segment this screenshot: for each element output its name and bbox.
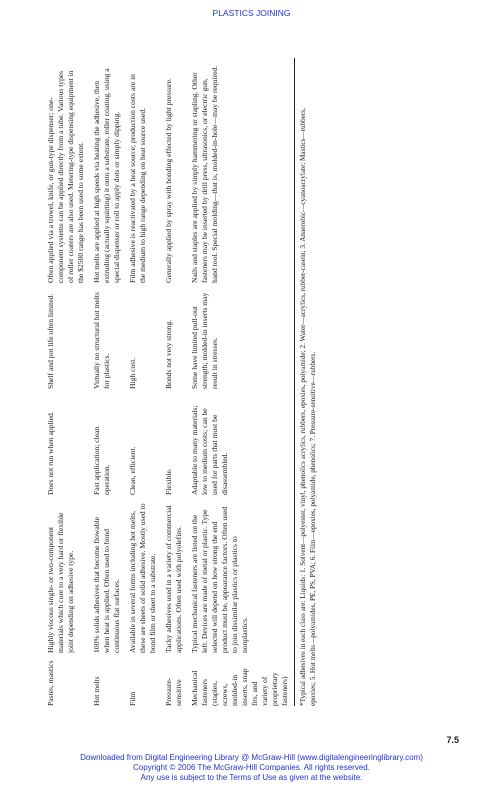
method-advantage: Flexible.	[164, 468, 174, 495]
method-advantage: Does not run when applied.	[46, 411, 55, 495]
footer-line-source: Downloaded from Digital Engineering Library @ McGraw-Hill (www.digitalengineeringlibrary.com)	[80, 753, 423, 762]
method-name: Mechanical fasteners (staples, screws, molded-in inserts, snap fits, and variety of proprietary fasteners)	[186, 653, 295, 706]
table-footnote: *Typical adhesives in each class are: Liquids: 1. Solvent—polyester, vinyl, phenolics acrylics, rubbers, epoxies, polyamide; 2. Water—acrylics, rubber-casein; 3. Anaerobic—cyanoacrylate; Mastics—rubbers, epoxies; 5. Hot melts—polyamides, PE, PS, PVA; 6. Film—epoxies, polyamide, phenolics; 7. Pressure-sensitive—rubbers.	[299, 108, 317, 706]
method-limitation: High cost.	[128, 357, 138, 389]
method-notes: Often applied via a trowel, knife, or gun-type dispenser; one-component systems can be applied directly from a tube. Various types of roller coaters are also used. Metering-type dispensing equipment in the $2500 range has been used to some extent.	[46, 70, 86, 283]
table-row	[124, 58, 160, 706]
adhesive-methods-table	[42, 65, 472, 706]
method-notes: Generally applied by spray with bonding effected by light pressure.	[164, 78, 174, 283]
page-number: 7.5	[446, 735, 459, 745]
table-row	[186, 58, 295, 706]
table-row	[42, 58, 88, 706]
table-row	[88, 58, 124, 706]
method-name: Pastes, mastics	[46, 660, 55, 706]
method-description: Tacky adhesives used in a variety of commercial applications. Often used with polyolefins.	[164, 505, 184, 653]
method-description: Typical mechanical fasteners are listed on the left. Devices are made of metal or plastic. Type selected will depend on how strong the end product must be, appearance factors. Often used to join dissimilar plastics or plastics to nonplastics.	[186, 495, 295, 653]
footer-line-terms: Any use is subject to the Terms of Use as given at the website.	[140, 773, 363, 782]
method-description: Highly viscous single- or two-component materials which cure to a very hard or flexible joint depending on adhesive type.	[46, 512, 76, 653]
footer-line-copyright: Copyright © 2006 The McGraw-Hill Companies. All rights reserved.	[133, 763, 370, 772]
method-notes: Nails and staples are applied by simply hammering or stapling. Other fasteners may be inserted by drill press, ultrasonics, or electric gun, hand tool. Special molding—that is, molded-in-hole—may be required.	[186, 58, 295, 283]
method-notes: Film adhesive is reactivated by a heat source; production costs are in the medium to high range depending on heat source used.	[128, 74, 148, 283]
method-description: 100% solids adhesives that become flowable when heat is applied. Often used to bond continuous flat surfaces.	[92, 516, 122, 653]
running-header: PLASTICS JOINING	[212, 8, 291, 18]
download-footer	[0, 753, 503, 783]
method-advantage: Adaptable to many materials; low to medium costs; can be used for parts that must be disassembled.	[186, 389, 295, 495]
method-name: Film	[128, 691, 138, 706]
method-notes: Hot melts are applied at high speeds via heating the adhesive, then extruding (actually squirting) it onto a substrate, roller coating, using a special dispenser or roll to apply dots or simply dipping.	[92, 68, 122, 283]
methods-table	[42, 58, 295, 706]
table-row	[160, 58, 186, 706]
method-name: Pressure-sensitive	[164, 677, 184, 706]
method-limitation: Virtually no structural hot melts for plastics.	[92, 292, 112, 389]
method-limitation: Shelf and pot life often limited.	[46, 293, 55, 389]
method-description: Available in several forms including hot melts, these are sheets of solid adhesive. Mostly used to bond film or sheet to a substrate.	[128, 503, 158, 653]
method-name: Hot melts	[92, 676, 102, 706]
method-advantage: Fast application; clean operation.	[92, 426, 112, 495]
method-limitation: Bonds not very strong.	[164, 319, 174, 389]
method-advantage: Clean, efficient.	[128, 446, 138, 495]
method-limitation: Some have limited pull-out strength; molded-in inserts may result in stresses.	[186, 283, 295, 389]
